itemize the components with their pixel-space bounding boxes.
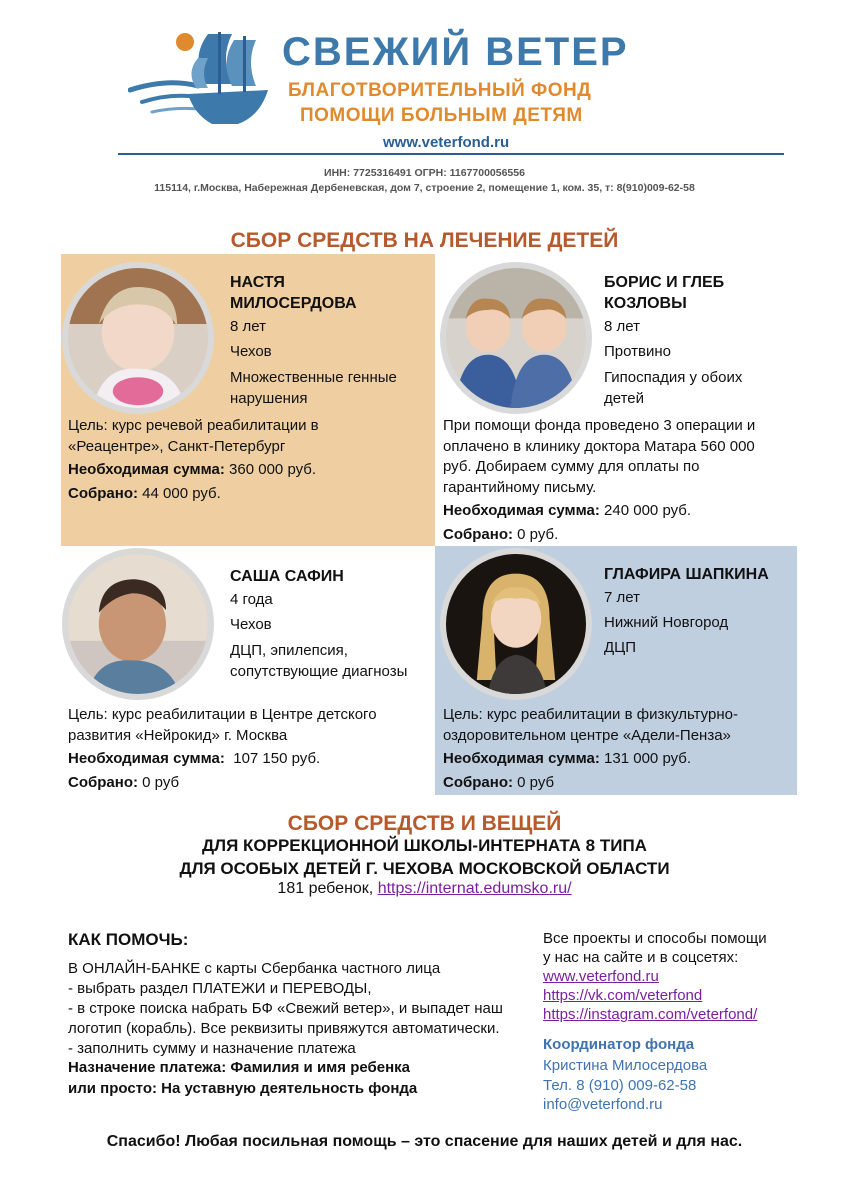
- child-diagnosis: ДЦП, эпилепсия,: [230, 642, 348, 659]
- fund-address: 115114, г.Москва, Набережная Дербеневская, дом 7, строение 2, помещение 1, ком. 35, т: 8(910)009-62-58: [154, 182, 695, 194]
- child-name: НАСТЯ: [230, 274, 285, 291]
- instagram-link[interactable]: https://instagram.com/veterfond/: [543, 1006, 758, 1023]
- goal-text: оплачено в клинику доктора Матара 560 000: [443, 437, 755, 455]
- card-info-boris-gleb: [604, 272, 794, 409]
- goal-text: гарантийному письму.: [443, 478, 597, 496]
- child-age: 8 лет: [604, 318, 640, 335]
- child-diagnosis: Гипоспадия у обоих: [604, 369, 743, 386]
- child-age: 4 года: [230, 591, 273, 608]
- internat-subtitle-line2: ДЛЯ ОСОБЫХ ДЕТЕЙ Г. ЧЕХОВА МОСКОВСКОЙ ОБЛАСТИ: [179, 859, 670, 878]
- sailing-ship-logo-icon: [128, 28, 278, 136]
- internat-link[interactable]: https://internat.edumsko.ru/: [377, 880, 572, 897]
- needed-amount: Необходимая сумма: 131 000 руб.: [443, 750, 692, 767]
- child-name: ГЛАФИРА ШАПКИНА: [604, 566, 769, 583]
- fund-website: www.veterfond.ru: [383, 134, 510, 151]
- card-info-nastya: [230, 272, 430, 409]
- child-name: САША САФИН: [230, 568, 344, 585]
- child-diagnosis: детей: [604, 389, 645, 407]
- internat-section-title: СБОР СРЕДСТВ И ВЕЩЕЙ: [287, 812, 562, 835]
- card-info-glafira: [604, 564, 794, 660]
- fund-subtitle-line2: ПОМОЩИ БОЛЬНЫМ ДЕТЯМ: [300, 105, 583, 126]
- help-step: В ОНЛАЙН-БАНКЕ с карты Сбербанка частного лица: [68, 960, 441, 977]
- coordinator-name: Кристина Милосердова: [543, 1057, 708, 1074]
- collected-amount: Собрано: 44 000 руб.: [68, 484, 221, 502]
- collected-amount: Собрано: 0 руб: [443, 773, 555, 791]
- child-photo-nastya: [62, 262, 214, 414]
- child-name: БОРИС И ГЛЕБ: [604, 274, 725, 291]
- goal-text: Цель: курс речевой реабилитации в: [68, 417, 319, 434]
- goal-text: руб. Добираем сумму для оплаты по: [443, 458, 700, 475]
- needed-amount: Необходимая сумма: 360 000 руб.: [68, 461, 317, 478]
- child-name: КОЗЛОВЫ: [604, 295, 687, 312]
- card-info-sasha: [230, 566, 430, 682]
- card-goal-nastya: [68, 416, 428, 504]
- header-divider: [118, 153, 784, 155]
- card-goal-sasha: [68, 705, 428, 793]
- child-diagnosis: сопутствующие диагнозы: [230, 662, 408, 680]
- site-link[interactable]: www.veterfond.ru: [543, 968, 659, 985]
- child-diagnosis: нарушения: [230, 389, 308, 407]
- fund-name: СВЕЖИЙ ВЕТЕР: [282, 30, 629, 74]
- goal-text: При помощи фонда проведено 3 операции и: [443, 417, 756, 434]
- payment-purpose: Назначение платежа: Фамилия и имя ребенка или просто: На уставную деятельность фонда: [68, 1059, 418, 1097]
- goal-text: «Реацентре», Санкт-Петербург: [68, 437, 286, 455]
- help-step: логотип (корабль). Все реквизиты привяжутся автоматически.: [68, 1020, 500, 1037]
- collected-amount: Собрано: 0 руб: [68, 773, 180, 791]
- collected-amount: Собрано: 0 руб.: [443, 525, 559, 543]
- coordinator-contacts: [543, 1056, 707, 1115]
- child-city: Чехов: [230, 616, 272, 633]
- goal-text: Цель: курс реабилитации в физкультурно-: [443, 706, 738, 723]
- child-photo-sasha: [62, 548, 214, 700]
- child-photo-glafira: [440, 548, 592, 700]
- needed-amount: Необходимая сумма: 240 000 руб.: [443, 502, 692, 519]
- needed-amount: Необходимая сумма: 107 150 руб.: [68, 750, 321, 767]
- child-city: Нижний Новгород: [604, 614, 729, 631]
- thanks-footer: Спасибо! Любая посильная помощь – это спасение для наших детей и для нас.: [106, 1133, 743, 1150]
- help-step: - в строке поиска набрать БФ «Свежий ветер», и выпадет наш: [68, 1000, 503, 1017]
- internat-count: 181 ребенок, https://internat.edumsko.ru/: [277, 880, 572, 897]
- projects-intro: Все проекты и способы помощи: [543, 930, 767, 947]
- child-age: 8 лет: [230, 318, 266, 335]
- how-to-help-steps: [68, 959, 538, 1059]
- card-goal-boris-gleb: [443, 416, 793, 545]
- child-photo-boris-gleb: [440, 262, 592, 414]
- internat-subtitle-line1: ДЛЯ КОРРЕКЦИОННОЙ ШКОЛЫ-ИНТЕРНАТА 8 ТИПА: [202, 836, 647, 855]
- child-city: Чехов: [230, 343, 272, 360]
- projects-links: [543, 929, 803, 1024]
- how-to-help-title: КАК ПОМОЧЬ:: [68, 930, 189, 949]
- card-goal-glafira: [443, 705, 793, 793]
- child-diagnosis: ДЦП: [604, 639, 637, 656]
- help-step: - выбрать раздел ПЛАТЕЖИ и ПЕРЕВОДЫ,: [68, 980, 372, 997]
- registration-numbers: ИНН: 7725316491 ОГРН: 1167700056556: [324, 167, 525, 179]
- child-city: Протвино: [604, 343, 671, 360]
- child-age: 7 лет: [604, 589, 640, 606]
- coordinator-phone: Тел. 8 (910) 009-62-58: [543, 1076, 697, 1094]
- vk-link[interactable]: https://vk.com/veterfond: [543, 987, 703, 1004]
- children-section-title: СБОР СРЕДСТВ НА ЛЕЧЕНИЕ ДЕТЕЙ: [230, 229, 619, 252]
- goal-text: оздоровительном центре «Адели-Пенза»: [443, 726, 731, 744]
- fund-subtitle-line1: БЛАГОТВОРИТЕЛЬНЫЙ ФОНД: [288, 80, 592, 101]
- projects-intro: у нас на сайте и в соцсетях:: [543, 949, 739, 966]
- goal-text: развития «Нейрокид» г. Москва: [68, 726, 288, 744]
- help-step: - заполнить сумму и назначение платежа: [68, 1040, 356, 1057]
- coordinator-title: Координатор фонда: [543, 1036, 695, 1053]
- child-diagnosis: Множественные генные: [230, 369, 397, 386]
- goal-text: Цель: курс реабилитации в Центре детского: [68, 706, 377, 723]
- child-name: МИЛОСЕРДОВА: [230, 295, 357, 312]
- coordinator-email: info@veterfond.ru: [543, 1096, 663, 1113]
